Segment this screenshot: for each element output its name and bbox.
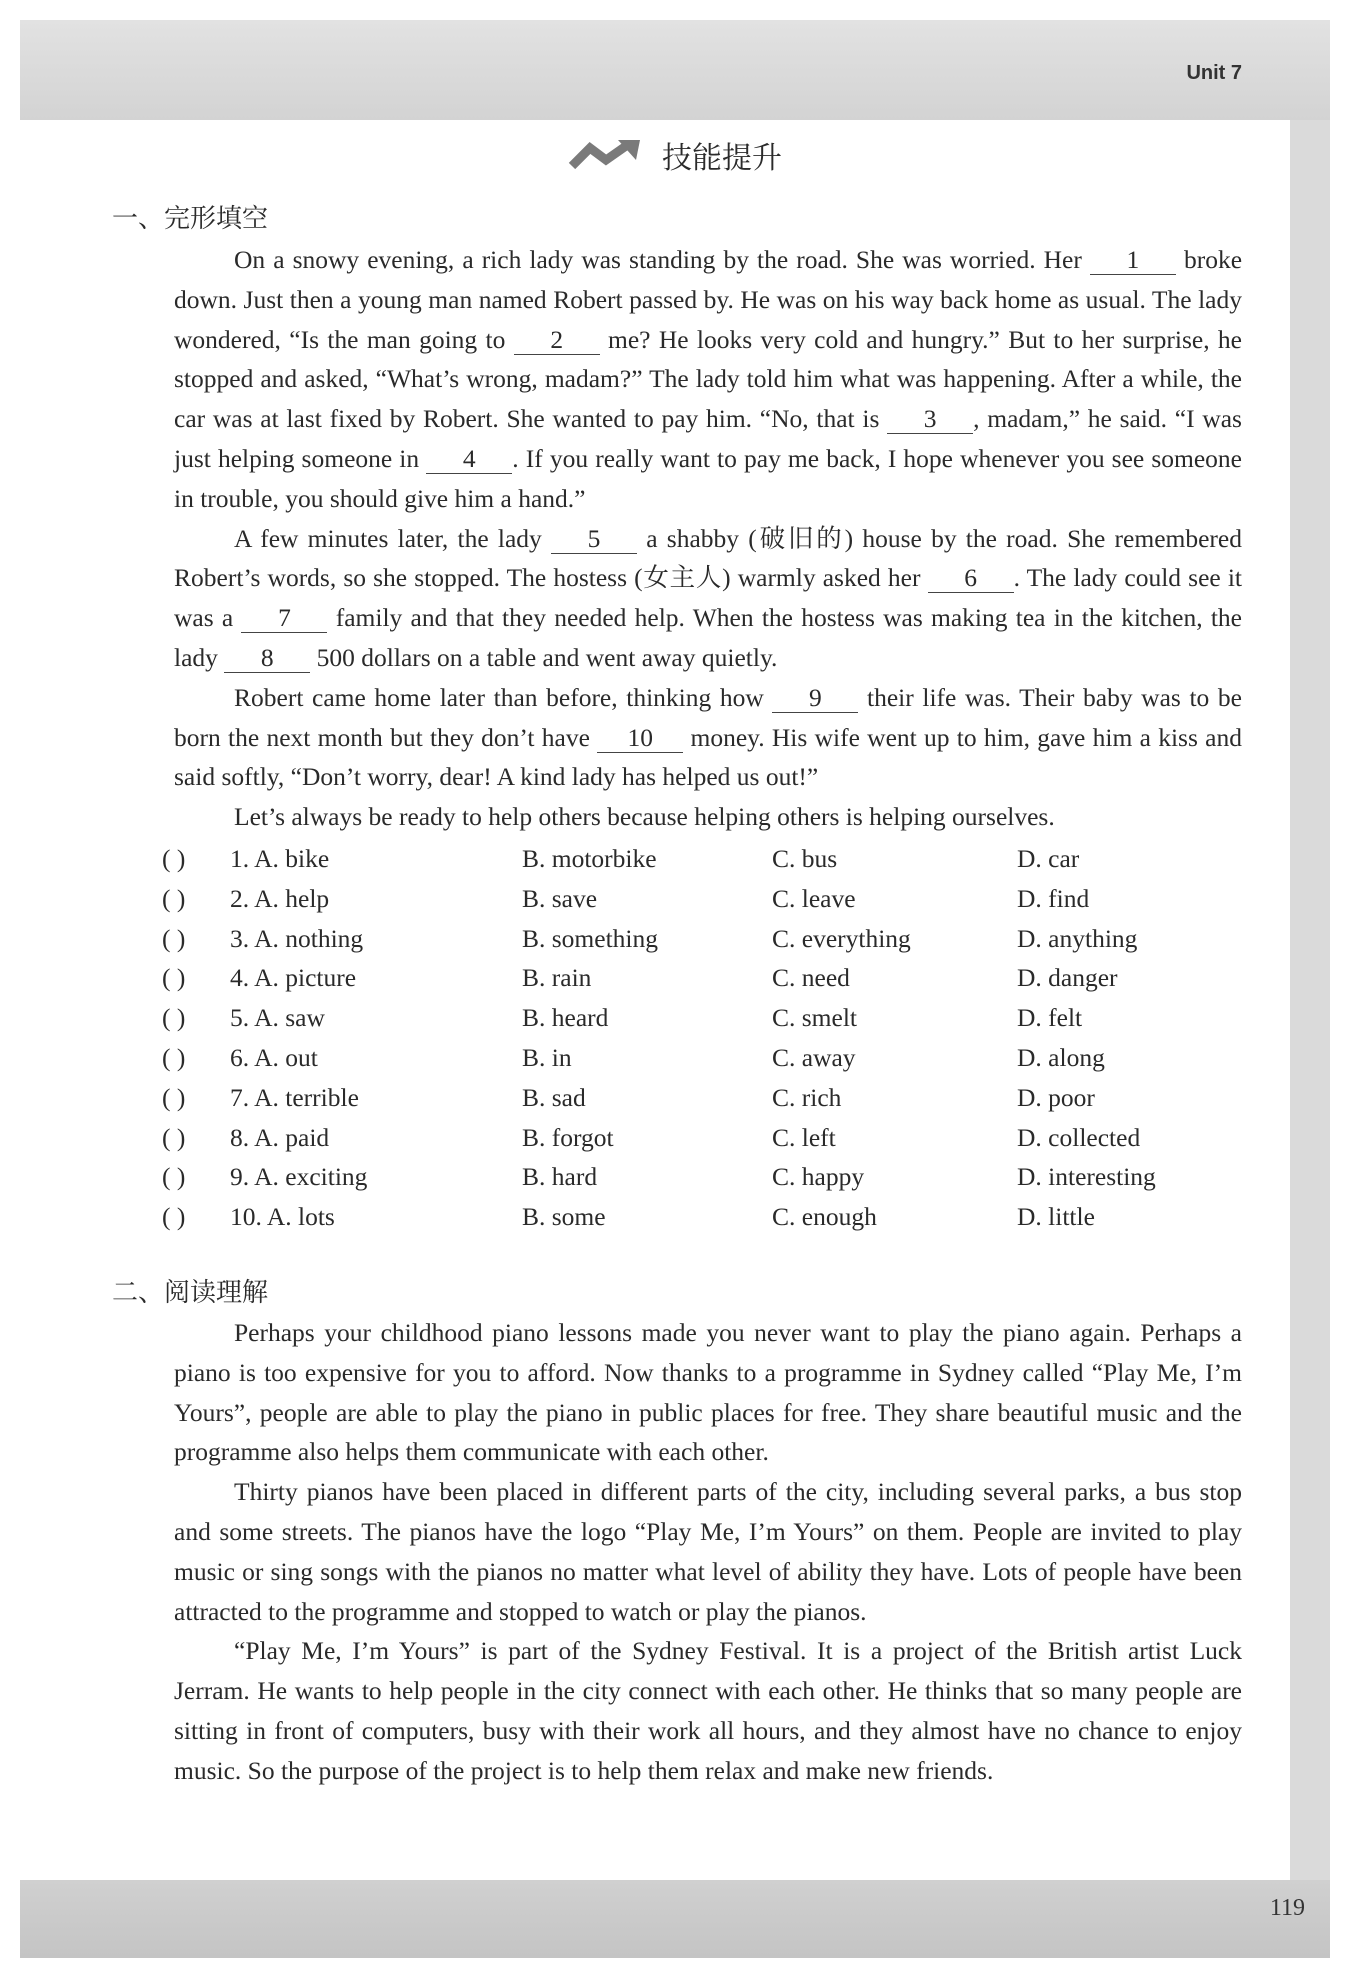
passage-text: 500 dollars on a table and went away quietly. [310, 642, 778, 672]
option-d: D. danger [1017, 963, 1118, 993]
option-d: D. little [1017, 1202, 1095, 1232]
question-row [162, 884, 1252, 924]
option-a: 4. A. picture [230, 963, 357, 993]
option-b: B. motorbike [522, 844, 657, 873]
option-c: C. need [772, 963, 850, 993]
unit-label: Unit 7 [1186, 62, 1242, 84]
answer-paren: ( ) [162, 1202, 186, 1232]
option-b: B. sad [522, 1082, 586, 1112]
answer-paren: ( ) [162, 1162, 186, 1192]
option-c: C. left [772, 1122, 836, 1152]
answer-blank: 3 [887, 405, 973, 434]
passage-text: A few minutes later, the lady [234, 523, 552, 553]
reading-paragraph: Thirty pianos have been placed in different parts of the city, including several parks, a bus stop and some streets. The pianos have the logo “Play Me, I’m Yours” on them. People are invited to play music or sing songs with the pianos no matter what level of ability they have. Lots of people have been attracted to the programme and stopped to watch or play the pianos. [174, 1477, 1242, 1626]
question-row [162, 1083, 1252, 1123]
cloze-options [162, 844, 1252, 1242]
passage-text: money. His wife went up to him, gave him a kiss and said softly, “Don’t worry, dear! A kind lady has helped us out!” [174, 722, 1242, 792]
option-a: 7. A. terrible [230, 1082, 359, 1112]
reading-paragraph: Perhaps your childhood piano lessons made you never want to play the piano again. Perhaps a piano is too expensive for you to afford. Now thanks to a programme in Sydney called “Play Me, I’m Yours”, people are able to play the piano in public places for free. They share beautiful music and the programme also helps them communicate with each other. [174, 1318, 1242, 1467]
option-b: B. in [522, 1042, 572, 1072]
option-d: D. collected [1017, 1122, 1141, 1152]
option-c: C. leave [772, 883, 856, 913]
cloze-passage [174, 240, 1242, 837]
answer-blank: 1 [1090, 246, 1176, 275]
question-row [162, 1202, 1252, 1242]
option-c: C. away [772, 1042, 856, 1072]
option-c: C. smelt [772, 1003, 858, 1033]
option-c: C. bus [772, 844, 838, 873]
option-a: 9. A. exciting [230, 1162, 368, 1192]
cloze-paragraph [174, 519, 1242, 678]
passage-text: broke down. Just then a young man named Robert passed by. He was on his way back home as usual. The lady wondered, “Is the man going to [174, 245, 1243, 354]
answer-blank: 10 [597, 724, 683, 753]
page-title: 技能提升 [662, 141, 782, 176]
option-b: B. save [522, 883, 598, 913]
option-a: 6. A. out [230, 1042, 318, 1072]
answer-paren: ( ) [162, 883, 186, 913]
option-a: 10. A. lots [230, 1202, 335, 1232]
option-d: D. interesting [1017, 1162, 1156, 1192]
answer-paren: ( ) [162, 963, 186, 993]
answer-blank: 6 [928, 564, 1014, 593]
question-row [162, 963, 1252, 1003]
option-a: 3. A. nothing [230, 923, 364, 953]
option-b: B. hard [522, 1162, 598, 1192]
option-d: D. anything [1017, 923, 1138, 953]
answer-paren: ( ) [162, 923, 186, 953]
option-c: C. enough [772, 1202, 877, 1232]
answer-blank: 4 [426, 445, 512, 474]
answer-paren: ( ) [162, 1082, 186, 1112]
passage-text: . If you really want to pay me back, I hope whenever you see someone in trouble, you should give him a hand.” [174, 443, 1242, 513]
option-b: B. forgot [522, 1122, 614, 1152]
option-b: B. rain [522, 963, 592, 993]
page-edge-strip [1290, 120, 1330, 1880]
option-b: B. something [522, 923, 659, 953]
option-c: C. happy [772, 1162, 865, 1192]
passage-text: . The lady could see it was a [174, 563, 1243, 633]
answer-blank: 7 [241, 604, 327, 633]
option-b: B. heard [522, 1003, 609, 1033]
skill-title [0, 133, 1350, 177]
passage-text: family and that they needed help. When the hostess was making tea in the kitchen, the lady [174, 603, 1242, 672]
trend-arrow-icon [568, 138, 648, 172]
page-number: 119 [1269, 1895, 1305, 1921]
option-d: D. find [1017, 883, 1090, 913]
option-d: D. poor [1017, 1082, 1095, 1112]
option-a: 8. A. paid [230, 1122, 330, 1152]
cloze-paragraph [174, 797, 1242, 837]
passage-text: a shabby (破旧的) house by the road. She remembered Robert’s words, so she stopped. The hostess (女主人) warmly asked her [174, 523, 1242, 593]
question-row [162, 1162, 1252, 1202]
option-b: B. some [522, 1202, 606, 1232]
passage-text: their life was. Their baby was to be born the next month but they don’t have [174, 682, 1242, 752]
passage-text: On a snowy evening, a rich lady was standing by the road. She was worried. Her [234, 245, 1090, 274]
question-row [162, 844, 1252, 884]
answer-blank: 2 [514, 326, 600, 355]
question-row [162, 1003, 1252, 1043]
answer-paren: ( ) [162, 1003, 186, 1033]
answer-paren: ( ) [162, 844, 186, 873]
answer-paren: ( ) [162, 1042, 186, 1072]
question-row [162, 924, 1252, 964]
answer-blank: 9 [772, 684, 858, 713]
option-a: 1. A. bike [230, 844, 330, 873]
cloze-paragraph [174, 240, 1242, 519]
passage-text: Robert came home later than before, thinking how [234, 682, 773, 712]
option-a: 2. A. help [230, 883, 330, 913]
reading-passage [174, 1313, 1242, 1791]
option-c: C. everything [772, 923, 911, 953]
section-title-reading: 二、阅读理解 [112, 1278, 269, 1308]
question-row [162, 1123, 1252, 1163]
answer-blank: 5 [551, 525, 637, 554]
answer-blank: 8 [224, 644, 310, 673]
answer-paren: ( ) [162, 1122, 186, 1152]
option-d: D. along [1017, 1042, 1105, 1072]
option-d: D. car [1017, 844, 1080, 873]
question-row [162, 1043, 1252, 1083]
passage-text: me? He looks very cold and hungry.” But to her surprise, he stopped and asked, “What’s wrong, madam?” The lady told him what was happening. After a while, the car was at last fixed by Robert. She wanted to pay him. “No, that is [174, 324, 1242, 434]
section-title-cloze: 一、完形填空 [112, 204, 269, 234]
option-d: D. felt [1017, 1003, 1083, 1033]
footer-band [20, 1880, 1330, 1958]
header-band [20, 20, 1330, 120]
reading-paragraph: “Play Me, I’m Yours” is part of the Sydney Festival. It is a project of the British artist Luck Jerram. He wants to help people in the city connect with each other. He thinks that so many people are sitting in front of computers, busy with their work all hours, and they almost have no chance to enjoy music. So the purpose of the project is to help them relax and make new friends. [174, 1636, 1242, 1785]
option-c: C. rich [772, 1082, 842, 1112]
option-a: 5. A. saw [230, 1003, 325, 1033]
passage-text: Let’s always be ready to help others because helping others is helping ourselves. [234, 802, 1055, 832]
cloze-paragraph [174, 678, 1242, 797]
passage-text: , madam,” he said. “I was just helping someone in [174, 404, 1242, 473]
